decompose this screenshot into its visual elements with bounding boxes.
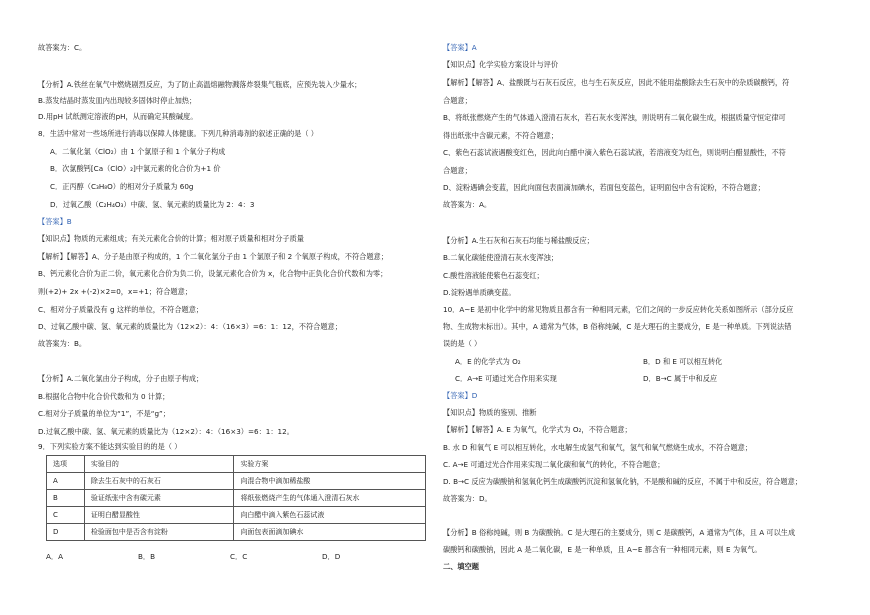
q9-knowledge-points: 【知识点】化学实验方案设计与评价 bbox=[443, 60, 559, 69]
experiment-table bbox=[46, 455, 426, 541]
q8-explanation: D、过氧乙酸中碳、氢、氧元素的质量比为（12×2）：4：（16×3）=6：1：12，不符合题意； bbox=[38, 322, 342, 331]
q10-option-c: C．A→E 可通过光合作用来实现 bbox=[455, 374, 557, 383]
q8-analysis: D.过氧乙酸中碳、氢、氧元素的质量比为（12×2）：4：（16×3）=6：1：12。 bbox=[38, 427, 294, 436]
q9-analysis: B.二氧化碳能使澄清石灰水变浑浊； bbox=[443, 253, 559, 262]
q8-option-a: A．二氧化氯（ClO₂）由 1 个氯原子和 1 个氧分子构成 bbox=[50, 147, 226, 156]
question-8-stem: 8．生活中常对一些场所进行消毒以保障人体健康。下列几种消毒剂的叙述正确的是（ ） bbox=[38, 129, 318, 138]
q9-explanation: D、淀粉遇碘会变蓝，因此向面包表面滴加碘水，若面包变蓝色，证明面包中含有淀粉，不符合题意； bbox=[443, 183, 765, 192]
q10-explanation: D. B→C 反应为碳酸钠和氢氧化钙生成碳酸钙沉淀和氢氧化钠，不是酸和碱的反应，不属于中和反应，符合题意； bbox=[443, 477, 802, 486]
q9-explanation: 得出纸张中含碳元素，不符合题意； bbox=[443, 131, 559, 140]
analysis-line: B.蒸发结晶时蒸发皿内出现较多固体时停止加热； bbox=[38, 96, 197, 105]
q10-option-d: D．B→C 属于中和反应 bbox=[643, 374, 718, 383]
q10-answer: 【答案】D bbox=[443, 391, 478, 400]
q10-explanation: C. A→E 可通过光合作用来实现二氧化碳和氧气的转化，不符合题意； bbox=[443, 460, 665, 469]
question-10-stem: 误的是（ ） bbox=[443, 339, 482, 348]
table-cell: 除去生石灰中的石灰石 bbox=[84, 473, 234, 490]
q10-analysis: 碳酸钙和碳酸钠，因此 A 是二氧化碳，E 是一种单质，且 A~E 都含有一种相同元素，则 E 为氧气。 bbox=[443, 545, 762, 554]
q9-explanation: 【解析】【解答】A、盐酸既与石灰石反应，也与生石灰反应，因此不能用盐酸除去生石灰中的杂质碳酸钙，符 bbox=[443, 78, 790, 87]
q9-explanation: 合题意； bbox=[443, 166, 472, 175]
question-10-stem: 10．A~E 是初中化学中的常见物质且都含有一种相同元素，它们之间的一步反应转化关系如图所示（部分反应 bbox=[443, 305, 794, 314]
section-heading: 二、填空题 bbox=[443, 562, 479, 571]
q9-choice-d: D．D bbox=[322, 552, 341, 561]
table-cell: 向混合物中滴加稀盐酸 bbox=[234, 473, 426, 490]
q8-option-d: D．过氧乙酸（C₂H₄O₃）中碳、氢、氧元素的质量比为 2：4：3 bbox=[50, 200, 255, 209]
q8-explanation: C、相对分子质量没有 g 这样的单位，不符合题意； bbox=[38, 305, 204, 314]
table-row bbox=[47, 490, 426, 507]
q9-choice-c: C．C bbox=[230, 552, 248, 561]
q9-answer: 【答案】A bbox=[443, 43, 477, 52]
table-cell: C bbox=[47, 507, 85, 524]
table-cell: 向白醋中滴入紫色石蕊试液 bbox=[234, 507, 426, 524]
analysis-line: 【分析】A.铁丝在氧气中燃烧剧烈反应，为了防止高温熔融物溅落炸裂集气瓶底，应预先装入少量水； bbox=[38, 80, 362, 89]
q9-analysis: D.淀粉遇单质碘变蓝。 bbox=[443, 288, 516, 297]
q10-option-b: B．D 和 E 可以相互转化 bbox=[643, 357, 723, 366]
question-9-stem: 9．下列实验方案不能达到实验目的的是（ ） bbox=[38, 442, 182, 451]
q8-answer-summary: 故答案为：B。 bbox=[38, 339, 87, 348]
table-header-cell: 实验方案 bbox=[234, 456, 426, 473]
table-header-cell: 实验目的 bbox=[84, 456, 234, 473]
q8-analysis: C.相对分子质量的单位为“1”，不是“g”； bbox=[38, 409, 170, 418]
q8-option-b: B．次氯酸钙[Ca（ClO）₂]中氯元素的化合价为+1 价 bbox=[50, 164, 221, 173]
q10-answer-summary: 故答案为：D。 bbox=[443, 494, 492, 503]
q10-option-a: A．E 的化学式为 O₂ bbox=[455, 357, 521, 366]
table-header-cell: 选项 bbox=[47, 456, 85, 473]
table-row bbox=[47, 473, 426, 490]
q8-explanation: B、钙元素化合价为正二价，氧元素化合价为负二价，设氯元素化合价为 x，化合物中正负化合价代数和为零； bbox=[38, 269, 388, 278]
q9-explanation: 合题意； bbox=[443, 96, 472, 105]
q8-answer: 【答案】B bbox=[38, 217, 72, 226]
table-cell: 验证纸张中含有碳元素 bbox=[84, 490, 234, 507]
q8-analysis: B.根据化合物中化合价代数和为 0 计算； bbox=[38, 392, 170, 401]
q9-choice-a: A．A bbox=[46, 552, 64, 561]
q10-knowledge-points: 【知识点】物质的鉴别、推断 bbox=[443, 408, 537, 417]
table-cell: 证明白醋显酸性 bbox=[84, 507, 234, 524]
q10-explanation: B. 水 D 和氧气 E 可以相互转化，水电解生成氢气和氧气，氢气和氧气燃烧生成水，不符合题意； bbox=[443, 443, 753, 452]
analysis-line: D.用pH 试纸测定溶液的pH，从而确定其酸碱度。 bbox=[38, 112, 198, 121]
table-cell: B bbox=[47, 490, 85, 507]
table-cell: 将纸张燃烧产生的气体通入澄清石灰水 bbox=[234, 490, 426, 507]
q9-explanation: C、紫色石蕊试液遇酸变红色，因此向白醋中滴入紫色石蕊试液，若溶液变为红色，则说明白醋显酸性，不符 bbox=[443, 148, 786, 157]
q10-analysis: 【分析】B 俗称纯碱，则 B 为碳酸钠。C 是大理石的主要成分，则 C 是碳酸钙，A 通常为气体，且 A 可以生成 bbox=[443, 528, 796, 537]
q8-knowledge-points: 【知识点】物质的元素组成；有关元素化合价的计算；相对原子质量和相对分子质量 bbox=[38, 234, 304, 243]
table-cell: A bbox=[47, 473, 85, 490]
answer-line: 故答案为：C。 bbox=[38, 43, 87, 52]
q8-option-c: C．正丙醇（C₃H₈O）的相对分子质量为 60g bbox=[50, 182, 194, 191]
table-header-row bbox=[47, 456, 426, 473]
q8-explanation: 【解析】【解答】A、分子是由原子构成的，1 个二氧化氯分子由 1 个氯原子和 2 个氧原子构成，不符合题意； bbox=[38, 252, 388, 261]
table-cell: 向面包表面滴加碘水 bbox=[234, 524, 426, 541]
q9-analysis: 【分析】A.生石灰和石灰石均能与稀盐酸反应； bbox=[443, 236, 594, 245]
q9-answer-summary: 故答案为：A。 bbox=[443, 200, 492, 209]
q9-analysis: C.酸性溶液能使紫色石蕊变红； bbox=[443, 271, 544, 280]
q9-choice-b: B．B bbox=[138, 552, 156, 561]
q10-explanation: 【解析】【解答】A. E 为氧气，化学式为 O₂，不符合题意； bbox=[443, 425, 632, 434]
q9-choices bbox=[46, 552, 426, 562]
q9-explanation: B、将纸张燃烧产生的气体通入澄清石灰水，若石灰水变浑浊，则说明有二氧化碳生成，根据质量守恒定律可 bbox=[443, 113, 786, 122]
table-row bbox=[47, 507, 426, 524]
table-row bbox=[47, 524, 426, 541]
question-10-stem: 物、生成物未标出）。其中，A 通常为气体，B 俗称纯碱，C 是大理石的主要成分，E 是一种单质。下列说法错 bbox=[443, 322, 792, 331]
q8-analysis: 【分析】A.二氧化氯由分子构成，分子由原子构成； bbox=[38, 374, 204, 383]
table-cell: 检验面包中是否含有淀粉 bbox=[84, 524, 234, 541]
table-cell: D bbox=[47, 524, 85, 541]
q8-explanation: 则(+2)+ 2x +(-2)×2=0，x=+1；符合题意； bbox=[38, 287, 192, 296]
